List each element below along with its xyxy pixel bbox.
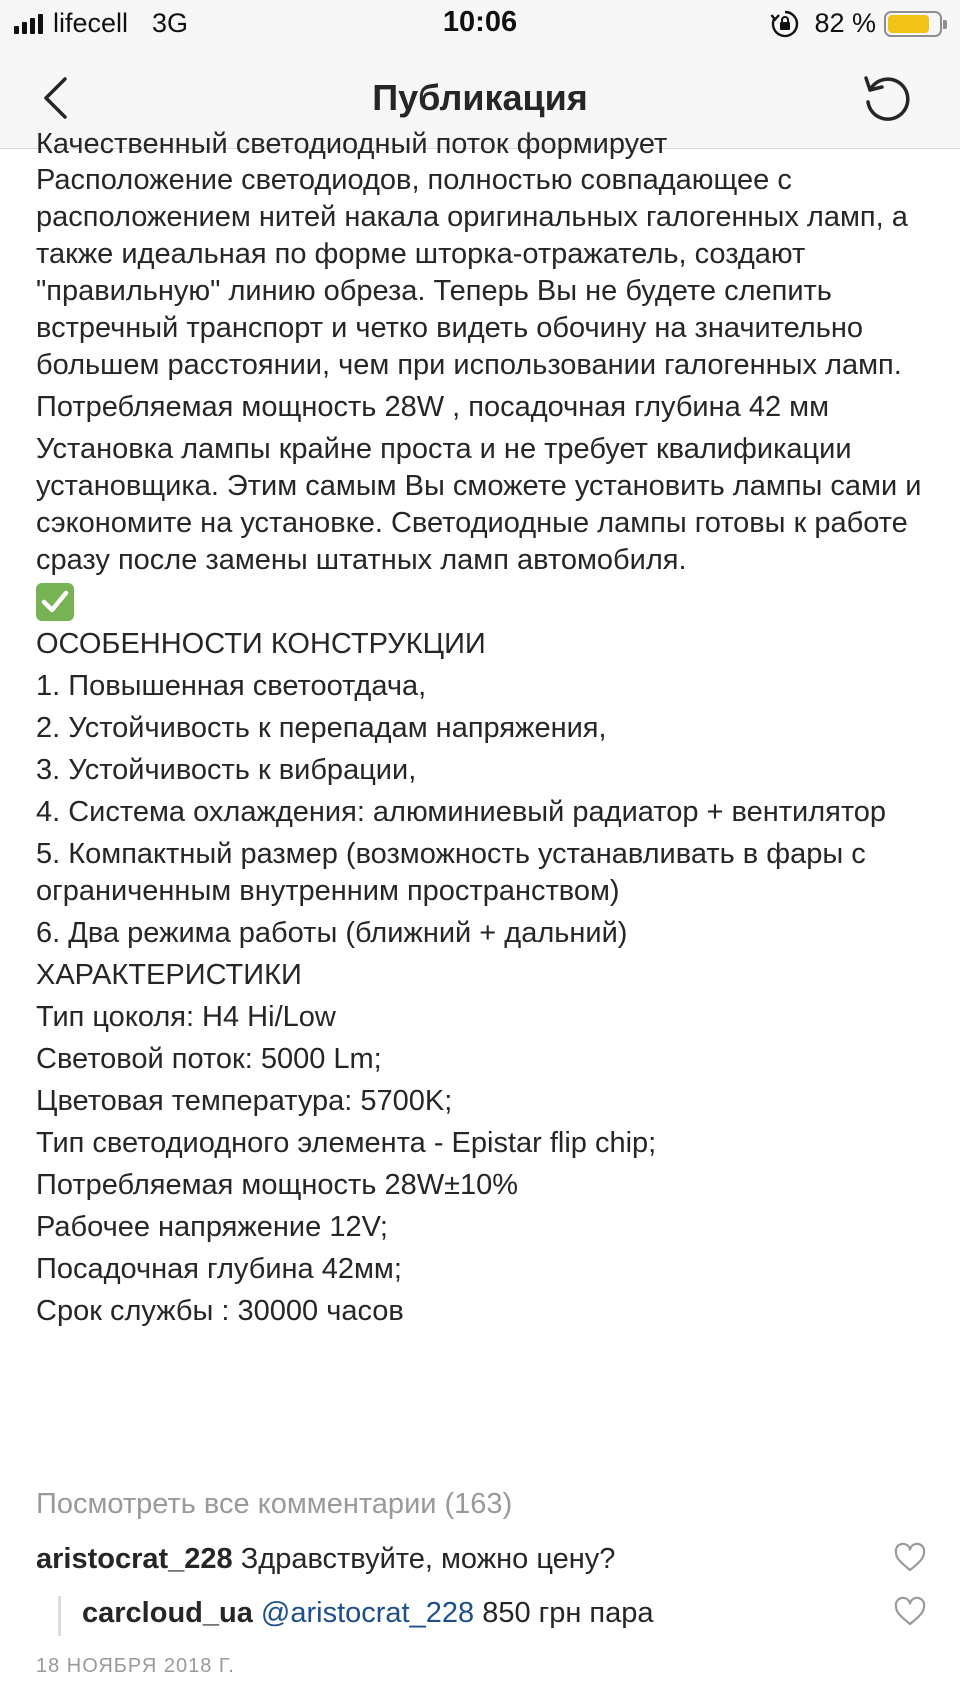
comment-text: 850 грн пара xyxy=(482,1597,654,1629)
chevron-left-icon xyxy=(41,76,71,120)
comment-text: Здравствуйте, можно цену? xyxy=(240,1543,616,1575)
spec-item: Посадочная глубина 42мм; xyxy=(36,1253,402,1285)
specs-title: ХАРАКТЕРИСТИКИ xyxy=(36,959,302,991)
battery-percent: 82 % xyxy=(814,8,876,38)
comment-row xyxy=(36,1541,926,1578)
comment-username[interactable]: carcloud_ua xyxy=(82,1597,253,1629)
rotation-lock-icon xyxy=(770,9,800,39)
heart-icon[interactable] xyxy=(894,1597,926,1627)
features-title: ОСОБЕННОСТИ КОНСТРУКЦИИ xyxy=(36,628,486,660)
cut-off-text: Качественный светодиодный поток формирует xyxy=(36,128,668,160)
spec-item: Потребляемая мощность 28W±10% xyxy=(36,1169,519,1201)
status-right xyxy=(770,8,942,39)
feature-item: 6. Два режима работы (ближний + дальний) xyxy=(36,917,628,949)
spec-item: Срок службы : 30000 часов xyxy=(36,1295,404,1327)
post-caption xyxy=(36,128,936,1330)
view-all-comments-link[interactable]: Посмотреть все комментарии (163) xyxy=(36,1488,513,1520)
back-button[interactable] xyxy=(30,70,82,126)
battery-level-fill xyxy=(888,15,929,33)
caption-paragraph: Потребляемая мощность 28W , посадочная глубина 42 мм xyxy=(36,391,830,423)
post-date: 18 НОЯБРЯ 2018 Г. xyxy=(36,1655,235,1677)
clock: 10:06 xyxy=(442,6,518,38)
spec-item: Тип светодиодного элемента - Epistar flip chip; xyxy=(36,1127,657,1159)
battery-cap xyxy=(943,20,947,29)
feature-item: 4. Система охлаждения: алюминиевый радиатор + вентилятор xyxy=(36,796,887,828)
spec-item: Тип цоколя: H4 Hi/Low xyxy=(36,1001,336,1033)
battery-icon xyxy=(884,11,942,37)
spec-item: Цветовая температура: 5700K; xyxy=(36,1085,453,1117)
refresh-button[interactable] xyxy=(856,66,920,130)
spec-item: Световой поток: 5000 Lm; xyxy=(36,1043,382,1075)
cut-off-line xyxy=(36,128,936,162)
heart-icon[interactable] xyxy=(894,1543,926,1573)
mention-link[interactable]: @aristocrat_228 xyxy=(260,1597,475,1629)
refresh-icon xyxy=(858,68,918,128)
comment-username[interactable]: aristocrat_228 xyxy=(36,1543,233,1575)
caption-paragraph: Установка лампы крайне проста и не требует квалификации установщика. Этим самым Вы сможете установить лампы сами и сэкономите на установке. Светодиодные лампы готовы к работе сразу после замены штатных ламп автомобиля. xyxy=(36,433,922,576)
feature-item: 1. Повышенная светоотдача, xyxy=(36,670,427,702)
feature-item: 2. Устойчивость к перепадам напряжения, xyxy=(36,712,607,744)
reply-row xyxy=(58,1595,926,1632)
feature-item: 3. Устойчивость к вибрации, xyxy=(36,754,417,786)
feature-item: 5. Компактный размер (возможность устанавливать в фары с ограниченным внутренним пространством) xyxy=(36,838,866,907)
check-mark-emoji-icon xyxy=(36,583,74,621)
page-title: Публикация xyxy=(372,77,588,118)
carrier-name: lifecell xyxy=(53,8,129,38)
spec-item: Рабочее напряжение 12V; xyxy=(36,1211,388,1243)
caption-paragraph: Расположение светодиодов, полностью совпадающее с расположением нитей накала оригинальных галогенных ламп, а также идеальная по форме шторка-отражатель, создают "правильную" линию обреза. Теперь Вы не будете слепить встречный транспорт и четко видеть обочину на значительно большем расстоянии, чем при использовании галогенных ламп. xyxy=(36,164,908,381)
network-type: 3G xyxy=(152,8,189,38)
status-bar xyxy=(0,0,960,48)
